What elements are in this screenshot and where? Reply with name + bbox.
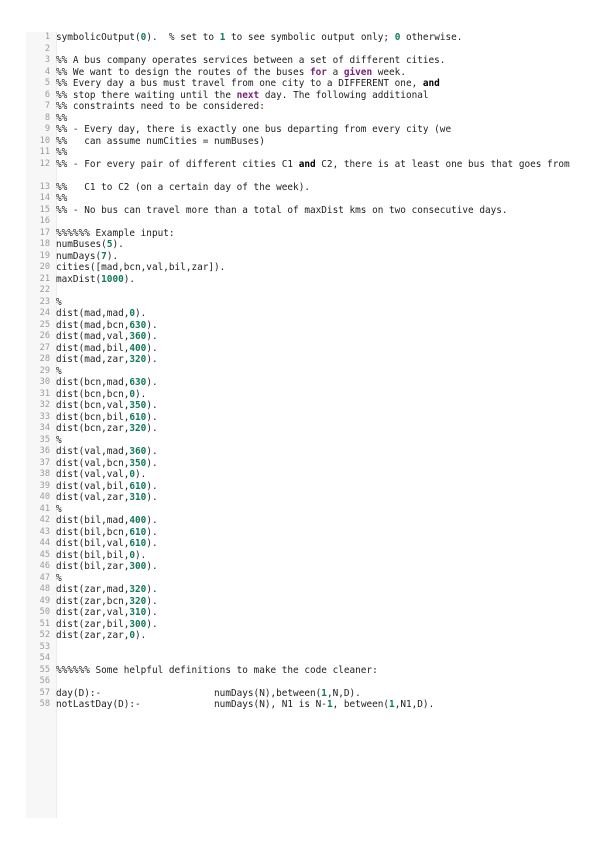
code-text bbox=[56, 446, 586, 458]
code-line[interactable] bbox=[0, 400, 600, 412]
code-line[interactable] bbox=[0, 32, 600, 44]
keyword-token: and bbox=[422, 78, 440, 89]
code-token: %%%%%% Example input: bbox=[56, 227, 175, 239]
code-token: dist(val,zar, bbox=[56, 492, 130, 503]
code-text bbox=[56, 504, 586, 516]
code-line[interactable] bbox=[0, 538, 600, 550]
code-token: %% - For every pair of different cities C1 bbox=[56, 158, 299, 170]
code-token: %% bbox=[56, 193, 68, 204]
code-line[interactable] bbox=[0, 159, 600, 182]
code-line[interactable] bbox=[0, 596, 600, 608]
code-text bbox=[56, 458, 586, 470]
line-number: 9 bbox=[44, 124, 50, 134]
code-line[interactable] bbox=[0, 653, 600, 665]
line-number: 57 bbox=[39, 687, 50, 698]
code-token: ). % set to bbox=[146, 32, 220, 43]
code-text bbox=[56, 113, 586, 125]
code-token: dist(zar,zar, bbox=[56, 630, 130, 641]
code-token: ). bbox=[146, 331, 158, 342]
code-line[interactable] bbox=[0, 573, 600, 585]
line-number: 32 bbox=[39, 400, 50, 410]
code-token: dist(bil,bil, bbox=[56, 549, 130, 561]
code-line[interactable] bbox=[0, 699, 600, 711]
code-area[interactable] bbox=[0, 32, 600, 711]
code-text bbox=[56, 607, 586, 619]
code-token: dist(bcn,zar, bbox=[56, 423, 130, 434]
code-line[interactable] bbox=[0, 446, 600, 458]
number-token: 400 bbox=[129, 342, 147, 354]
code-token: %% Every day a bus must travel from one city to a DIFFERENT one, bbox=[56, 78, 423, 89]
line-number: 15 bbox=[39, 204, 50, 215]
code-line[interactable] bbox=[0, 331, 600, 343]
code-token: symbolicOutput( bbox=[56, 32, 141, 43]
code-line[interactable] bbox=[0, 113, 600, 125]
code-text bbox=[56, 550, 586, 562]
line-number: 42 bbox=[39, 515, 50, 525]
code-line[interactable] bbox=[0, 584, 600, 596]
code-token: ). bbox=[135, 308, 147, 319]
number-token: 0 bbox=[129, 388, 136, 400]
number-token: 0 bbox=[129, 469, 136, 480]
code-token: notLastDay(D):- numDays(N), N1 is N- bbox=[56, 699, 327, 710]
code-editor[interactable] bbox=[0, 32, 600, 816]
code-text bbox=[56, 101, 586, 113]
code-token: ). bbox=[146, 480, 158, 492]
code-token: ). bbox=[146, 342, 158, 354]
code-line[interactable] bbox=[0, 90, 600, 102]
line-number: 43 bbox=[39, 526, 50, 537]
code-line[interactable] bbox=[0, 55, 600, 67]
code-line[interactable] bbox=[0, 435, 600, 447]
code-token: %% bbox=[56, 147, 68, 158]
code-token: %% constraints need to be considered: bbox=[56, 101, 265, 112]
code-line[interactable] bbox=[0, 216, 600, 228]
number-token: 360 bbox=[129, 446, 147, 457]
code-token: %% stop there waiting until the bbox=[56, 89, 237, 101]
code-text bbox=[56, 515, 586, 527]
code-token: %% bbox=[56, 112, 68, 124]
code-token: %%%%%% Some helpful definitions to make the code cleaner: bbox=[56, 664, 378, 676]
number-token: 350 bbox=[129, 400, 147, 411]
code-text bbox=[56, 32, 586, 44]
code-line[interactable] bbox=[0, 642, 600, 654]
code-text bbox=[56, 366, 586, 378]
code-line[interactable] bbox=[0, 193, 600, 205]
code-token: ). bbox=[123, 273, 136, 285]
code-token: dist(bil,bcn, bbox=[56, 526, 130, 538]
code-line[interactable] bbox=[0, 101, 600, 113]
line-number: 20 bbox=[39, 262, 50, 272]
code-line[interactable] bbox=[0, 469, 600, 481]
line-number: 12 bbox=[39, 158, 50, 169]
line-number: 44 bbox=[39, 538, 50, 548]
code-line[interactable] bbox=[0, 78, 600, 90]
code-token: ). bbox=[146, 538, 158, 549]
number-token: 0 bbox=[140, 32, 147, 43]
number-token: 0 bbox=[129, 549, 136, 561]
code-text bbox=[56, 584, 586, 596]
line-number: 3 bbox=[44, 55, 50, 65]
code-token: dist(val,val, bbox=[56, 469, 130, 480]
keyword-token: next bbox=[236, 89, 260, 101]
code-token: %% - No bus can travel more than a total of maxDist kms on two consecutive days. bbox=[56, 204, 508, 216]
code-text bbox=[56, 389, 586, 401]
line-number: 21 bbox=[39, 273, 50, 284]
number-token: 1 bbox=[389, 699, 395, 710]
number-token: 1000 bbox=[101, 273, 124, 285]
code-text bbox=[56, 331, 586, 343]
number-token: 400 bbox=[129, 515, 147, 526]
keyword-token: given bbox=[343, 66, 373, 78]
number-token: 610 bbox=[129, 538, 147, 549]
code-text bbox=[56, 55, 586, 67]
line-number: 45 bbox=[39, 549, 50, 560]
code-text bbox=[56, 228, 586, 240]
code-line[interactable] bbox=[0, 377, 600, 389]
code-line[interactable] bbox=[0, 561, 600, 573]
code-token: ,N1,D). bbox=[394, 699, 435, 710]
code-token: % bbox=[56, 503, 62, 515]
code-text bbox=[56, 320, 586, 332]
line-number: 34 bbox=[39, 423, 50, 433]
code-token: %% can assume numCities = numBuses) bbox=[56, 135, 265, 147]
code-text bbox=[56, 297, 586, 309]
line-number: 30 bbox=[39, 377, 50, 387]
line-number: 22 bbox=[39, 285, 50, 295]
code-token: ). bbox=[146, 354, 158, 365]
code-line[interactable] bbox=[0, 205, 600, 217]
code-text bbox=[56, 400, 586, 412]
line-number: 23 bbox=[39, 296, 50, 307]
code-line[interactable] bbox=[0, 297, 600, 309]
number-token: 7 bbox=[101, 250, 107, 262]
code-token: a bbox=[326, 66, 344, 78]
number-token: 360 bbox=[129, 331, 147, 342]
code-text bbox=[56, 136, 586, 148]
code-line[interactable] bbox=[0, 343, 600, 355]
line-number: 7 bbox=[44, 101, 50, 111]
code-line[interactable] bbox=[0, 676, 600, 688]
code-line[interactable] bbox=[0, 182, 600, 194]
code-line[interactable] bbox=[0, 619, 600, 631]
code-line[interactable] bbox=[0, 458, 600, 470]
code-text bbox=[56, 573, 586, 585]
code-token: maxDist( bbox=[56, 273, 102, 285]
code-line[interactable] bbox=[0, 412, 600, 424]
code-line[interactable] bbox=[0, 607, 600, 619]
code-line[interactable] bbox=[0, 44, 600, 56]
code-token: day. The following additional bbox=[259, 89, 429, 101]
code-token: numDays( bbox=[56, 250, 102, 262]
code-text bbox=[56, 90, 586, 102]
line-number: 28 bbox=[39, 354, 50, 364]
code-text bbox=[56, 239, 586, 251]
code-token: ). bbox=[146, 618, 158, 630]
code-token: ). bbox=[146, 423, 158, 434]
code-token: dist(mad,bil, bbox=[56, 342, 130, 354]
code-line[interactable] bbox=[0, 124, 600, 136]
line-number: 48 bbox=[39, 584, 50, 594]
code-text bbox=[56, 159, 586, 171]
code-token: dist(mad,val, bbox=[56, 331, 130, 342]
code-token: numBuses( bbox=[56, 239, 107, 250]
number-token: 350 bbox=[129, 457, 147, 469]
line-number: 19 bbox=[39, 250, 50, 261]
code-token: % bbox=[56, 296, 62, 308]
code-text bbox=[56, 377, 586, 389]
code-token: dist(bcn,bcn, bbox=[56, 388, 130, 400]
number-token: 320 bbox=[129, 354, 147, 365]
number-token: 320 bbox=[129, 584, 147, 595]
line-number: 10 bbox=[39, 135, 50, 146]
code-text bbox=[56, 182, 586, 194]
code-line[interactable] bbox=[0, 389, 600, 401]
code-token: dist(val,mad, bbox=[56, 446, 130, 457]
code-text bbox=[56, 527, 586, 539]
code-token: to see symbolic output only; bbox=[225, 32, 395, 43]
line-number: 5 bbox=[44, 78, 50, 88]
code-token: , between( bbox=[332, 699, 390, 710]
line-number: 51 bbox=[39, 618, 50, 629]
code-line[interactable] bbox=[0, 423, 600, 435]
code-line[interactable] bbox=[0, 147, 600, 159]
code-line[interactable] bbox=[0, 262, 600, 274]
code-token: dist(zar,bil, bbox=[56, 618, 130, 630]
number-token: 310 bbox=[129, 607, 147, 618]
code-token: dist(zar,val, bbox=[56, 607, 130, 618]
code-text bbox=[56, 193, 586, 205]
code-line[interactable] bbox=[0, 481, 600, 493]
line-number: 1 bbox=[44, 32, 50, 42]
line-number: 35 bbox=[39, 434, 50, 445]
number-token: 0 bbox=[129, 630, 136, 641]
code-token: dist(mad,mad, bbox=[56, 308, 130, 319]
number-token: 630 bbox=[129, 319, 147, 331]
code-line[interactable] bbox=[0, 136, 600, 148]
line-number: 33 bbox=[39, 411, 50, 422]
code-text bbox=[56, 354, 586, 366]
code-token: ). bbox=[146, 595, 158, 607]
code-line[interactable] bbox=[0, 504, 600, 516]
code-text bbox=[56, 262, 586, 274]
code-token: ). bbox=[106, 250, 119, 262]
number-token: 610 bbox=[129, 526, 147, 538]
code-line[interactable] bbox=[0, 274, 600, 286]
code-token: week. bbox=[372, 66, 406, 78]
code-token: ). bbox=[135, 469, 147, 480]
code-token: dist(bil,val, bbox=[56, 538, 130, 549]
code-token: day(D):- numDays(N),between( bbox=[56, 687, 322, 699]
code-token: ). bbox=[112, 239, 124, 250]
code-token: dist(zar,mad, bbox=[56, 584, 130, 595]
code-text bbox=[56, 147, 586, 159]
number-token: 310 bbox=[129, 492, 147, 503]
code-text bbox=[56, 630, 586, 642]
code-text bbox=[56, 469, 586, 481]
code-token: % bbox=[56, 365, 62, 377]
code-text bbox=[56, 205, 586, 217]
number-token: 300 bbox=[129, 561, 147, 572]
code-line[interactable] bbox=[0, 308, 600, 320]
code-line[interactable] bbox=[0, 67, 600, 79]
code-token: dist(val,bcn, bbox=[56, 457, 130, 469]
line-number: 38 bbox=[39, 469, 50, 479]
line-number: 58 bbox=[39, 699, 50, 709]
number-token: 320 bbox=[129, 423, 147, 434]
code-token: %% - Every day, there is exactly one bus departing from every city (we bbox=[56, 124, 452, 135]
code-line[interactable] bbox=[0, 354, 600, 366]
code-text bbox=[56, 274, 586, 286]
line-number: 39 bbox=[39, 480, 50, 491]
code-token: ). bbox=[146, 457, 158, 469]
line-number: 36 bbox=[39, 446, 50, 456]
code-text bbox=[56, 124, 586, 136]
line-number: 13 bbox=[39, 181, 50, 192]
code-text bbox=[56, 596, 586, 608]
code-token: ). bbox=[146, 526, 158, 538]
code-text bbox=[56, 538, 586, 550]
code-line[interactable] bbox=[0, 366, 600, 378]
number-token: 610 bbox=[129, 411, 147, 423]
code-token: ). bbox=[146, 492, 158, 503]
line-number: 11 bbox=[39, 147, 50, 157]
code-text bbox=[56, 481, 586, 493]
code-text bbox=[56, 435, 586, 447]
code-text bbox=[56, 561, 586, 573]
code-token: ). bbox=[146, 400, 158, 411]
code-text bbox=[56, 343, 586, 355]
line-number: 50 bbox=[39, 607, 50, 617]
code-token: dist(mad,zar, bbox=[56, 354, 130, 365]
code-token: dist(bil,zar, bbox=[56, 561, 130, 572]
code-line[interactable] bbox=[0, 492, 600, 504]
code-line[interactable] bbox=[0, 630, 600, 642]
line-number: 2 bbox=[44, 43, 50, 54]
code-token: ). bbox=[135, 549, 147, 561]
code-token: C2, there is at least one bus that goes from bbox=[315, 158, 570, 170]
code-text bbox=[56, 492, 586, 504]
number-token: 610 bbox=[129, 480, 147, 492]
code-text bbox=[56, 699, 586, 711]
code-line[interactable] bbox=[0, 239, 600, 251]
code-token: dist(mad,bcn, bbox=[56, 319, 130, 331]
number-token: 1 bbox=[326, 699, 333, 710]
code-token: ). bbox=[146, 515, 158, 526]
code-text bbox=[56, 308, 586, 320]
number-token: 5 bbox=[106, 239, 113, 250]
line-number: 56 bbox=[39, 676, 50, 686]
code-text bbox=[56, 619, 586, 631]
number-token: 1 bbox=[321, 687, 327, 699]
code-token: dist(bcn,bil, bbox=[56, 411, 130, 423]
line-number: 55 bbox=[39, 664, 50, 675]
line-number: 37 bbox=[39, 457, 50, 468]
line-number: 25 bbox=[39, 319, 50, 330]
line-number: 49 bbox=[39, 595, 50, 606]
code-token: %% A bus company operates services between a set of different cities. bbox=[56, 55, 446, 66]
code-token: dist(bcn,val, bbox=[56, 400, 130, 411]
code-text bbox=[56, 665, 586, 677]
line-number: 27 bbox=[39, 342, 50, 353]
code-line[interactable] bbox=[0, 228, 600, 240]
line-number: 14 bbox=[39, 193, 50, 203]
line-number: 31 bbox=[39, 388, 50, 399]
code-line[interactable] bbox=[0, 251, 600, 263]
code-token: dist(bcn,mad, bbox=[56, 377, 130, 388]
line-number: 46 bbox=[39, 561, 50, 571]
code-text bbox=[56, 67, 586, 79]
line-number: 6 bbox=[44, 89, 50, 100]
number-token: 0 bbox=[129, 308, 136, 319]
number-token: 320 bbox=[129, 595, 147, 607]
keyword-token: and bbox=[298, 158, 316, 170]
code-token: otherwise. bbox=[400, 32, 463, 43]
line-number: 17 bbox=[39, 227, 50, 238]
code-line[interactable] bbox=[0, 285, 600, 297]
code-token: %% We want to design the routes of the buses bbox=[56, 66, 310, 78]
code-token: %% C1 to C2 (on a certain day of the week). bbox=[56, 181, 310, 193]
code-token: ). bbox=[146, 561, 158, 572]
code-token: ). bbox=[146, 446, 158, 457]
code-text bbox=[56, 423, 586, 435]
code-token: ). bbox=[135, 630, 147, 641]
code-token: ). bbox=[135, 388, 147, 400]
code-token: dist(bil,mad, bbox=[56, 515, 130, 526]
line-number: 52 bbox=[39, 630, 50, 640]
code-line[interactable] bbox=[0, 320, 600, 332]
code-text bbox=[56, 251, 586, 263]
keyword-token: for bbox=[310, 66, 327, 78]
number-token: 300 bbox=[129, 618, 147, 630]
line-number: 41 bbox=[39, 503, 50, 514]
number-token: 630 bbox=[129, 377, 147, 388]
line-number: 53 bbox=[39, 641, 50, 652]
code-token: dist(val,bil, bbox=[56, 480, 130, 492]
line-number: 29 bbox=[39, 365, 50, 376]
code-line[interactable] bbox=[0, 665, 600, 677]
code-token: dist(zar,bcn, bbox=[56, 595, 130, 607]
code-token: ). bbox=[146, 319, 158, 331]
code-token: % bbox=[56, 572, 62, 584]
code-token: cities([mad,bcn,val,bil,zar]). bbox=[56, 262, 226, 273]
line-number: 8 bbox=[44, 112, 50, 123]
number-token: 0 bbox=[394, 32, 401, 43]
code-line[interactable] bbox=[0, 688, 600, 700]
line-number: 26 bbox=[39, 331, 50, 341]
code-line[interactable] bbox=[0, 527, 600, 539]
code-text bbox=[56, 78, 586, 90]
line-number: 24 bbox=[39, 308, 50, 318]
line-number: 47 bbox=[39, 572, 50, 583]
number-token: 1 bbox=[219, 32, 226, 43]
code-token: ). bbox=[146, 411, 158, 423]
code-token: % bbox=[56, 434, 62, 446]
line-number: 16 bbox=[39, 216, 50, 226]
code-token: ). bbox=[146, 607, 158, 618]
code-line[interactable] bbox=[0, 515, 600, 527]
code-token: ,N,D). bbox=[326, 687, 361, 699]
code-text bbox=[56, 688, 586, 700]
line-number: 40 bbox=[39, 492, 50, 502]
code-text bbox=[56, 412, 586, 424]
line-number: 18 bbox=[39, 239, 50, 249]
line-number: 4 bbox=[44, 66, 50, 77]
code-line[interactable] bbox=[0, 550, 600, 562]
code-token: ). bbox=[146, 584, 158, 595]
line-number: 54 bbox=[39, 653, 50, 663]
code-token: ). bbox=[146, 377, 158, 388]
